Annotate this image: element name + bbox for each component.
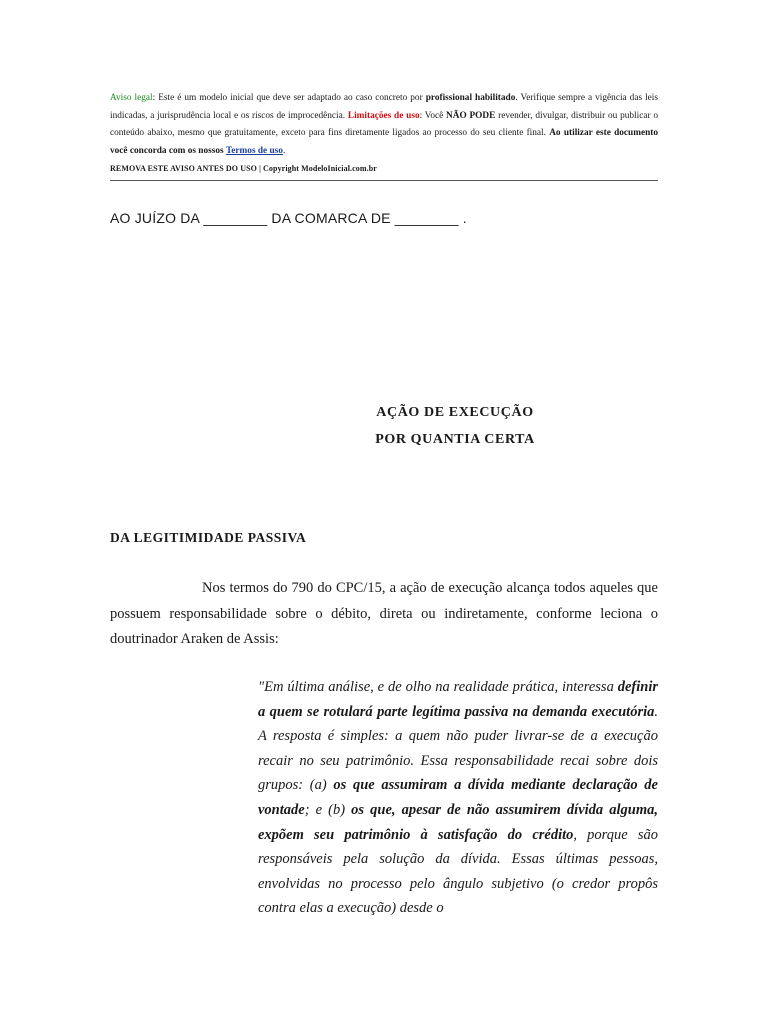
- limitacoes-label: Limitações de uso: [347, 110, 420, 121]
- remova-aviso: REMOVA ESTE AVISO ANTES DO USO: [110, 164, 257, 174]
- section-heading: DA LEGITIMIDADE PASSIVA: [110, 530, 307, 545]
- body-paragraph: Nos termos do 790 do CPC/15, a ação de execução alcança todos aqueles que possuem responsabilidade sobre o débito, direta ou indiretamente, conforme leciona o doutrinador Araken de Assis:: [110, 580, 658, 647]
- disclaimer-text-2: . Verifique sempre a vigência das leis indicadas, a jurisprudência local e os riscos de improcedência.: [110, 93, 658, 121]
- block-quote: [258, 675, 658, 921]
- document-title-line-1: AÇÃO DE EXECUÇÃO: [376, 405, 534, 420]
- disclaimer-period: .: [282, 145, 286, 156]
- profissional-habilitado: profissional habilitado: [425, 93, 516, 103]
- quote-bold-1: definir a quem se rotulará parte legítima passiva na demanda executória: [258, 679, 658, 720]
- disclaimer-text-4: revender, divulgar, distribuir ou publicar o conteúdo abaixo, mesmo que gratuitamente, exceto para fins diretamente ligados ao processo do seu cliente final.: [110, 110, 659, 139]
- legal-disclaimer: [110, 90, 658, 179]
- quote-part-2: . A resposta é simples: a quem não puder livrar-se de a execução recair no seu patrimônio. Essa responsabilidade recai sobre dois grupos: (a): [258, 703, 658, 794]
- nao-pode: NÃO PODE: [446, 110, 496, 121]
- quote-bold-3: os que, apesar de não assumirem dívida alguma, expõem seu patrimônio à satisfação do crédito: [258, 801, 659, 843]
- copyright: | Copyright ModeloInicial.com.br: [256, 164, 377, 174]
- divider: [110, 180, 658, 181]
- quote-part-4: , porque são responsáveis pela solução da dívida. Essas últimas pessoas, envolvidas no processo pelo ângulo subjetivo (o credor propôs contra elas a execução) desde o: [258, 826, 658, 917]
- quote-part-3: ; e (b): [304, 801, 352, 818]
- disclaimer-text-3: : Você: [419, 110, 447, 121]
- ao-utilizar: Ao utilizar este documento você concorda com os nossos: [110, 128, 658, 156]
- quote-bold-2: os que assumiram a dívida mediante declaração de vontade: [258, 777, 658, 818]
- aviso-legal-label: Aviso legal: [110, 93, 153, 103]
- court-header: AO JUÍZO DA ________ DA COMARCA DE ________ .: [110, 210, 467, 226]
- termos-de-uso-link[interactable]: Termos de uso: [225, 145, 283, 156]
- document-title-line-2: POR QUANTIA CERTA: [375, 432, 535, 447]
- quote-part-1: "Em última análise, e de olho na realidade prática, interessa: [258, 679, 618, 695]
- disclaimer-text-1: : Este é um modelo inicial que deve ser adaptado ao caso concreto por: [152, 93, 426, 103]
